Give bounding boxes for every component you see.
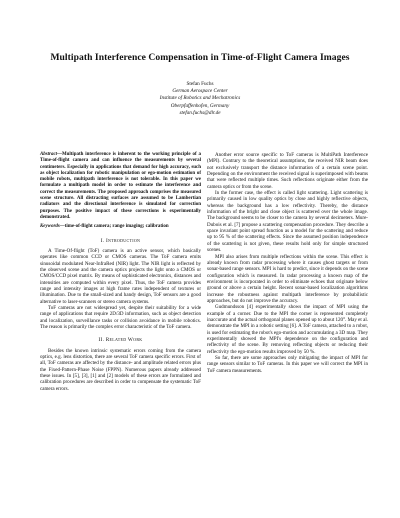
author-location: Oberpfaffenhofen, Germany: [170, 102, 230, 109]
body-paragraph: MPI also arises from multiple reflections within the scene. This effect is already known from radar processing where it causes ghost targets or from sonar-based range sensors. MPI is hard to predict, since it depends on the scene configuration which is measured. In radar processing a known map of the environment is incorporated in order to eliminate echoes that originate below ground or above a certain height. Recent sonar-based localization algorithms increase the robustness against multipath interference by probabilistic approaches, but do not improve the accuracy.: [207, 253, 368, 304]
keywords-label: Keywords: [40, 224, 60, 230]
keywords-text: —time-of-flight camera; range imaging; calibration: [59, 224, 169, 230]
right-column: [207, 152, 368, 374]
body-paragraph: So far, there are some approaches only mitigating the impact of MPI for range sensors similar to ToF cameras. In this paper we will correct the MPI in ToF camera measurements.: [207, 355, 368, 374]
body-paragraph: ToF cameras are not widespread yet, despite their suitability for a wide range of applications that require 2D/3D information, such as object detection and localization, surveillance tasks or collision avoidance in mobile robotics. The reason is primarily the complex error characteristic of the ToF camera.: [40, 305, 201, 331]
author-email[interactable]: stefan.fuchs@dlr.de: [179, 109, 221, 116]
body-paragraph: Another error source specific to ToF cameras is MultiPath Interference (MPI). Contrary to the theoretical assumptions, the received NIR beam does not exclusively transport the distance information of a certain scene point. Depending on the environment the received signal is superimposed with beams that were reflected multiple times. Such reflections originate either from the camera optics or from the scene.: [207, 152, 368, 190]
section-heading-related-work: II. Related Work: [98, 337, 143, 344]
author-institute: Institute of Robotics and Mechatronics: [159, 95, 241, 102]
body-paragraph: Gudmundsson [4] experimentally shows the impact of MPI using the example of a corner. Due to the MPI the corner is represented completely inaccurate and the actual orthogonal planes opened up to about 120°. May et al. demonstrate the MPI in a robotic setting [6]. A ToF camera, attached to a robot, is used for estimating the robot's ego-motion and accumulating a 3D map. They experimentally showed the MPI's dependence on the configuration and reflectivity of the scene. By removing reflecting objects or reducing their reflectivity the ego-motion results improved by 50 %.: [207, 304, 368, 355]
abstract: [40, 152, 201, 221]
body-paragraph: Besides the known intrinsic systematic errors coming from the camera optics, e.g. lens distortion, there are several ToF camera specific errors. First of all, ToF cameras are affected by the distance- and amplitude related errors plus the Fixed-Pattern-Phase Noise (FPPN). Numerous papers already addressed these issues. In [5], [3], [1] and [2] models of these errors are formulated and calibration procedures are described in order to compensate the systematic ToF camera errors.: [40, 347, 201, 392]
author-organization: German Aerospace Center: [172, 88, 228, 95]
body-paragraph: In the former case, the effect is called light scattering. Light scattering is primarily caused in low quality optics by close and highly reflective objects, whereas the background has a low reflectivity. Thereby, the distance information of the bright and close object is scattered over the whole image. The background seems to be closer to the camera by several decimeters. Mure-Dubois et al. [7] propose a scattering compensation procedure. They describe a space invariant point spread function as a model for the scattering and reduce up to 95 % of the scattering effects. Since the assumed position independence of the scattering is not given, these results hold only for simple structured scenes.: [207, 190, 368, 254]
abstract-label: Abstract: [40, 152, 58, 157]
section-heading-introduction: I. Introduction: [100, 237, 141, 244]
paper-title: Multipath Interference Compensation in Time-of-Flight Camera Images: [50, 52, 350, 63]
abstract-text: —Multipath interference is inherent to the working principle of a Time-of-flight camera and can influence the measurements by several centimeters. Especially in applications that demand for high accuracy, such as object localization for robotic manipulation or ego-motion estimation of mobile robots, multipath interference is not tolerable. In this paper we formulate a multipath model in order to estimate the interference and correct the measurements. The proposed approach comprises the measured scene structure. All distracting surfaces are assumed to be Lambertian radiators and the directional interference is simulated for correction purposes. The positive impact of these corrections is experimentally demonstrated.: [40, 152, 201, 220]
body-paragraph: A Time-Of-flight (ToF) camera is an active sensor, which basically operates like common CCD or CMOS cameras. The ToF camera emits sinusoidal modulated Near-InfraRed (NIR) light. The NIR light is reflected by the observed scene and the camera optics projects the light onto a CMOS or CMOS/CCD pixel matrix. By means of sophisticated electronics, distances and intensities are computed within every pixel. Thus, the ToF camera provides range and intensity images at high frame rates independent of textures or illumination. Due to the small-sized and handy design, ToF sensors are a good alternative to laser-scanners or stereo camera systems.: [40, 247, 201, 305]
author-name: Stefan Fuchs: [186, 81, 214, 87]
author-block: [20, 81, 380, 117]
left-column: [40, 152, 201, 392]
keywords: [40, 224, 201, 230]
